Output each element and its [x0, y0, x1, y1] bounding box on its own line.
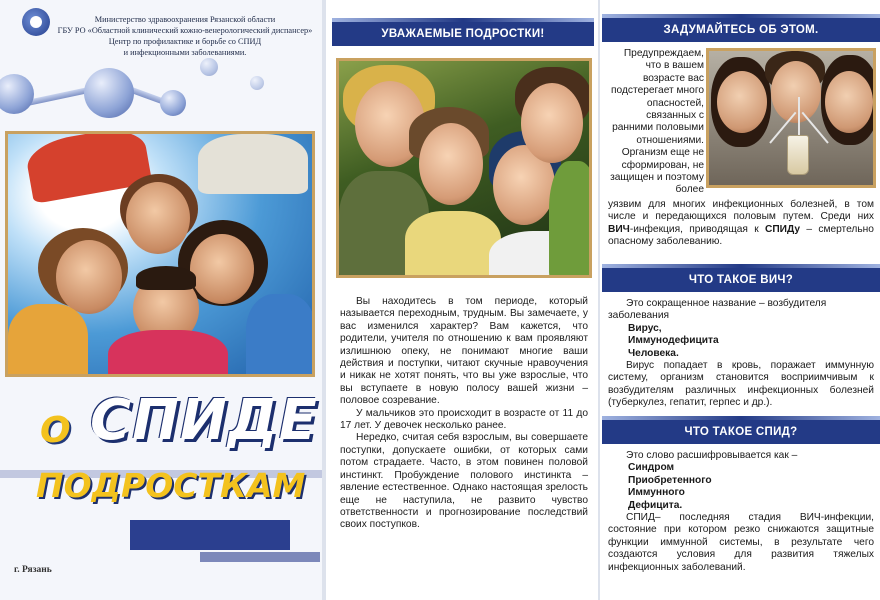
hiv-definition: Это сокращенное название – возбудителя заболевания Вирус, Иммунодефицита Человека. Вирус попадает в кровь, поражает иммунную систему, организм становится восприимчивым к возбудителям различных инфекционных болезней (туберкулез, гепатит, герпес и др.). [608, 298, 874, 409]
photo-teens-sharing-drink [706, 48, 876, 188]
intro-text: Вы находитесь в том периоде, который называется переходным, трудным. Вы замечаете, у вас изменился характер? Вам кажется, что родители, учителя по отношению к вам проявляют излишнюю опеку, не понимают многие ваши действия и поступки, читают скучные нравоучения и никак не хотят понять, что вы уже взрослые, что вы вступаете в новую полосу вашей жизни – половое созревание. У мальчиков это происходит в возрасте от 11 до 17 лет. У девочек несколько ранее. Нередко, считая себя взрослым, вы совершаете поступки, допускаете ошибки, от которых сами потом страдаете. Часто, в этом повинен половой инстинкт. Пробуждение полового инстинкта – явление естественное. Однако настоящая зрелость еще не наступила, не развито чувство ответственности и прогнозирование последствий своих поступков. [340, 296, 588, 531]
banner-think-about-it: ЗАДУМАЙТЕСЬ ОБ ЭТОМ. [602, 18, 880, 42]
right-panel [600, 0, 880, 600]
city-label: г. Рязань [14, 565, 52, 575]
photo-laughing-teens [336, 58, 592, 278]
organization-logo-icon [22, 8, 50, 36]
middle-panel [326, 0, 598, 600]
cover-panel [0, 0, 322, 600]
cover-title-preposition: О [40, 410, 71, 451]
aids-definition: Это слово расшифровывается как – Синдром Приобретенного Иммунного Дефицита. СПИД– последняя стадия ВИЧ-инфекции, состояние при котором резко снижаются защитные функции иммунной системы, в результате чего создаются условия для развития тяжелых инфекционных заболеваний. [608, 450, 874, 573]
molecule-decoration [0, 60, 322, 130]
banner-dear-teens: УВАЖАЕМЫЕ ПОДРОСТКИ! [332, 22, 594, 46]
banner-what-is-aids: ЧТО ТАКОЕ СПИД? [602, 420, 880, 444]
cover-title-teens: ПОДРОСТКАМ [36, 466, 306, 505]
banner-what-is-hiv: ЧТО ТАКОЕ ВИЧ? [602, 268, 880, 292]
warning-text-end: уязвим для многих инфекционных болезней, в том числе и передающихся половым путем. Среди них ВИЧ-инфекция, приводящая к СПИДу – смертельно опасному заболеванию. [608, 199, 874, 248]
cover-title-aids: СПИДЕ [90, 388, 318, 453]
warning-text-start: Предупреждаем, что в вашем возрасте вас подстерегает много опасностей, связанных с ранними половыми отношениями. Организм еще не сформирован, не защищен и поэтому более [610, 48, 704, 196]
organization-header: Министерство здравоохранения Рязанской области ГБУ РО «Областной клинический кожно-венерологический диспансер» Центр по профилактике и борьбе со СПИД и инфекционными заболеваниями. [57, 15, 313, 57]
cover-photo-teens-circle [5, 131, 315, 377]
